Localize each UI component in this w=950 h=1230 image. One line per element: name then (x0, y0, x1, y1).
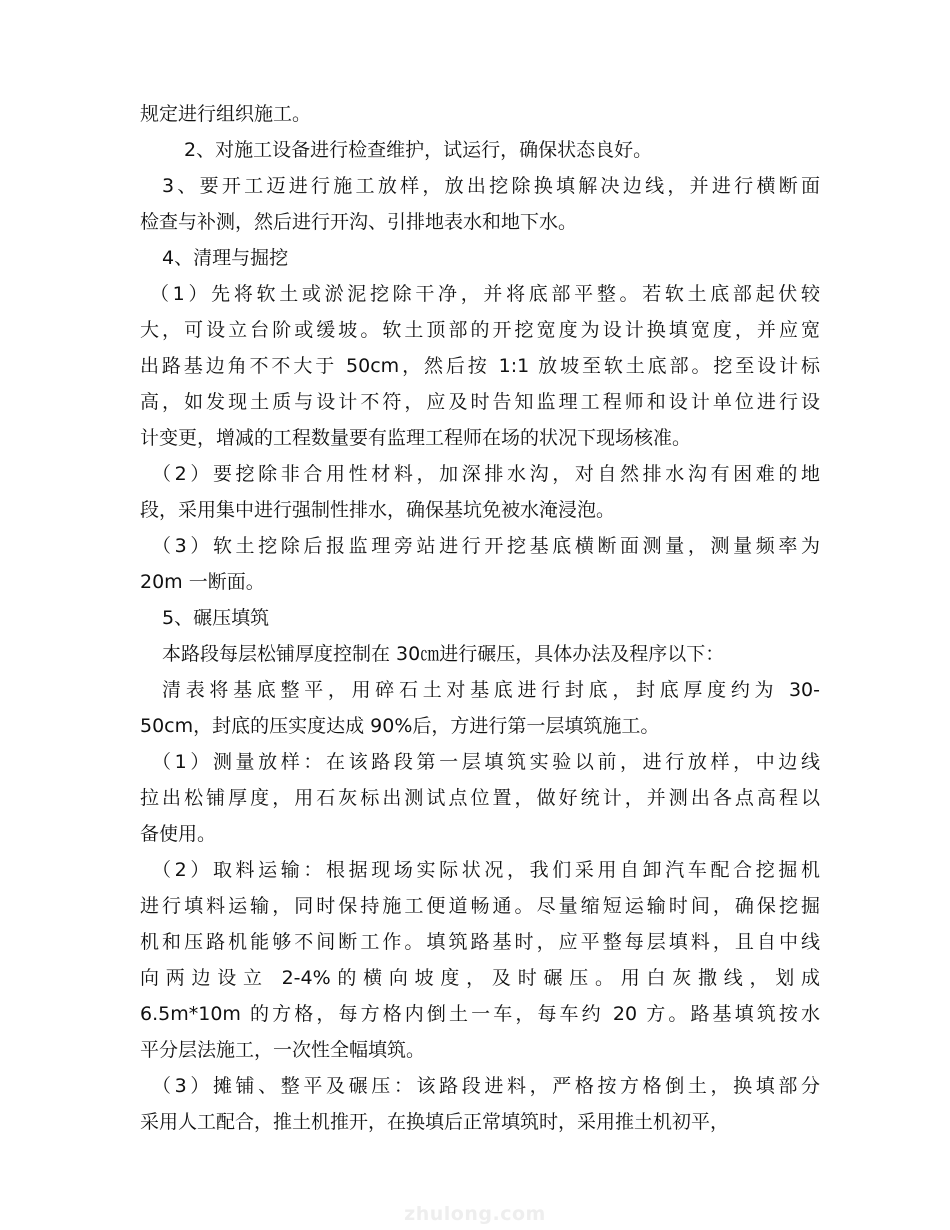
text-line: （3）软土挖除后报监理旁站进行开挖基底横断面测量，测量频率为 (152, 535, 820, 557)
text-line: 检查与补测，然后进行开沟、引排地表水和地下水。 (140, 211, 578, 233)
text-line: （2）取料运输：根据现场实际状况，我们采用自卸汽车配合挖掘机 (152, 859, 820, 881)
text-line: 2、对施工设备进行检查维护，试运行，确保状态良好。 (184, 139, 653, 161)
text-line: 出路基边角不不大于 50cm，然后按 1:1 放坡至软土底部。挖至设计标 (140, 355, 820, 377)
section-heading: 4、清理与掘挖 (162, 247, 289, 269)
text-line: （3）摊铺、整平及碾压：该路段进料，严格按方格倒土，换填部分 (152, 1075, 820, 1097)
text-line: 大，可设立台阶或缓坡。软土顶部的开挖宽度为设计换填宽度，并应宽 (140, 319, 820, 341)
text-line: （2）要挖除非合用性材料，加深排水沟，对自然排水沟有困难的地 (152, 463, 820, 485)
text-line: 段，采用集中进行强制性排水，确保基坑免被水淹浸泡。 (140, 499, 616, 521)
text-line: 计变更，增减的工程数量要有监理工程师在场的状况下现场核准。 (140, 427, 692, 449)
section-heading: 5、碾压填筑 (162, 607, 270, 629)
text-line: 备使用。 (140, 823, 217, 845)
text-line: 3、要开工迈进行施工放样，放出挖除换填解决边线，并进行横断面 (162, 175, 820, 197)
text-line: 平分层法施工，一次性全幅填筑。 (140, 1039, 426, 1061)
text-line: 进行填料运输，同时保持施工便道畅通。尽量缩短运输时间，确保挖掘 (140, 895, 820, 917)
text-line: 50cm，封底的压实度达成 90%后，方进行第一层填筑施工。 (140, 715, 660, 737)
text-line: 20m 一断面。 (140, 571, 265, 593)
text-line: （1）先将软土或淤泥挖除干净，并将底部平整。若软土底部起伏较 (150, 283, 820, 305)
text-line: 本路段每层松铺厚度控制在 30㎝进行碾压，具体办法及程序以下： (162, 643, 725, 665)
text-line: 6.5m*10m 的方格，每方格内倒土一车，每车约 20 方。路基填筑按水 (140, 1003, 820, 1025)
text-line: 拉出松铺厚度，用石灰标出测试点位置，做好统计，并测出各点高程以 (140, 787, 820, 809)
watermark: zhulong.com (404, 1203, 546, 1225)
text-line: 向两边设立 2-4%的横向坡度，及时碾压。用白灰撒线，划成 (140, 967, 820, 989)
text-line: 采用人工配合，推土机推开，在换填后正常填筑时，采用推土机初平， (140, 1111, 730, 1133)
text-line: （1）测量放样：在该路段第一层填筑实验以前，进行放样，中边线 (152, 751, 820, 773)
text-line: 高，如发现土质与设计不符，应及时告知监理工程师和设计单位进行设 (140, 391, 820, 413)
text-line: 清表将基底整平，用碎石土对基底进行封底，封底厚度约为 30- (162, 679, 820, 701)
text-line: 机和压路机能够不间断工作。填筑路基时，应平整每层填料，且自中线 (140, 931, 820, 953)
text-line: 规定进行组织施工。 (140, 103, 312, 125)
